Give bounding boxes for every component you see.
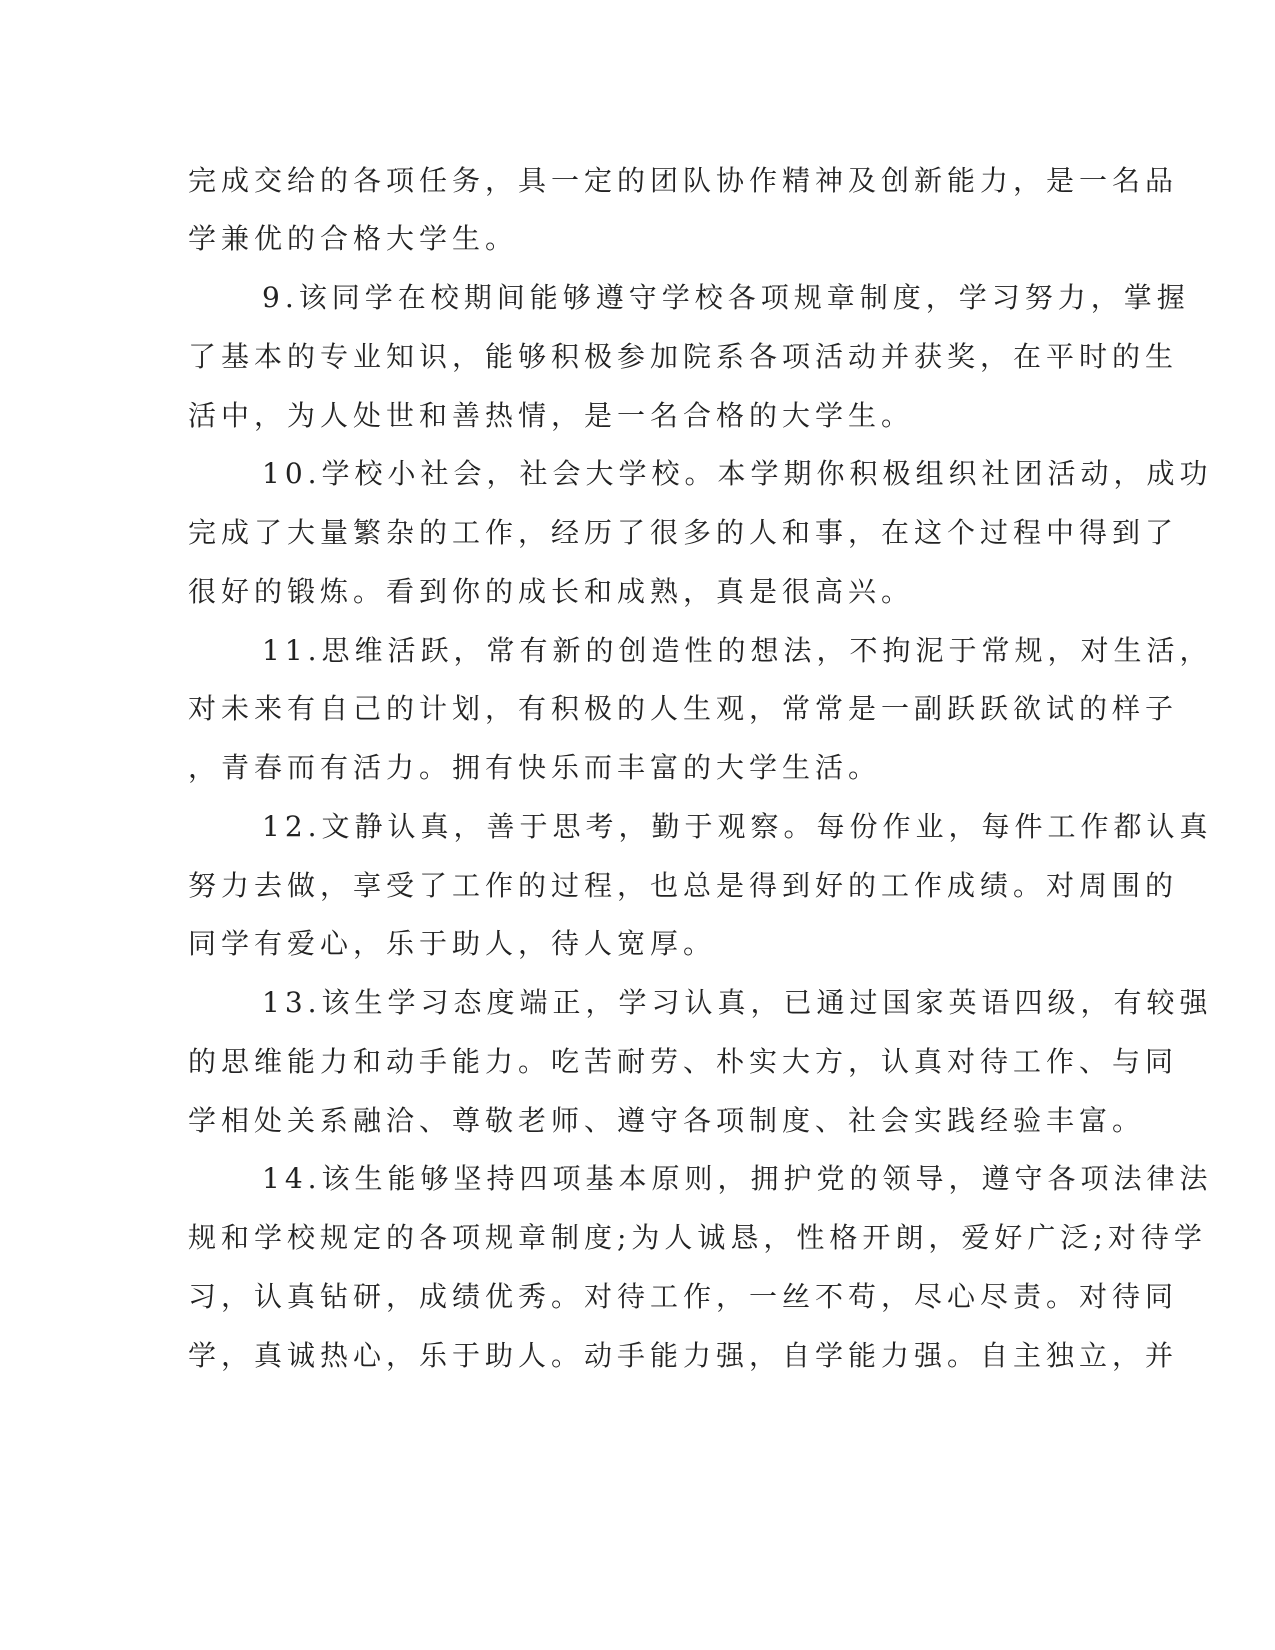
text-line: 努力去做，享受了工作的过程，也总是得到好的工作成绩。对周围的 — [188, 869, 1179, 902]
text-line: 活中，为人处世和善热情，是一名合格的大学生。 — [188, 399, 915, 432]
text-line: 完成了大量繁杂的工作，经历了很多的人和事，在这个过程中得到了 — [188, 516, 1179, 549]
text-line: 习，认真钻研，成绩优秀。对待工作，一丝不苟，尽心尽责。对待同 — [188, 1280, 1179, 1313]
paragraph-start-11: 11.思维活跃，常有新的创造性的想法，不拘泥于常规，对生活， — [262, 634, 1213, 667]
text-line: 对未来有自己的计划，有积极的人生观，常常是一副跃跃欲试的样子 — [188, 692, 1179, 725]
paragraph-start-13: 13.该生学习态度端正，学习认真，已通过国家英语四级，有较强 — [262, 986, 1213, 1019]
text-line: 学兼优的合格大学生。 — [188, 222, 519, 255]
text-line: 学相处关系融洽、尊敬老师、遵守各项制度、社会实践经验丰富。 — [188, 1104, 1146, 1137]
text-line: 了基本的专业知识，能够积极参加院系各项活动并获奖，在平时的生 — [188, 340, 1179, 373]
text-line: ，青春而有活力。拥有快乐而丰富的大学生活。 — [188, 751, 882, 784]
text-line: 学，真诚热心，乐于助人。动手能力强，自学能力强。自主独立，并 — [188, 1339, 1179, 1372]
text-line: 规和学校规定的各项规章制度;为人诚恳，性格开朗，爱好广泛;对待学 — [188, 1221, 1207, 1254]
paragraph-start-9: 9.该同学在校期间能够遵守学校各项规章制度，学习努力，掌握 — [262, 281, 1190, 314]
paragraph-start-12: 12.文静认真，善于思考，勤于观察。每份作业，每件工作都认真 — [262, 810, 1213, 843]
text-line: 的思维能力和动手能力。吃苦耐劳、朴实大方，认真对待工作、与同 — [188, 1045, 1179, 1078]
text-line: 同学有爱心，乐于助人，待人宽厚。 — [188, 927, 717, 960]
paragraph-start-14: 14.该生能够坚持四项基本原则，拥护党的领导，遵守各项法律法 — [262, 1162, 1213, 1195]
text-line: 很好的锻炼。看到你的成长和成熟，真是很高兴。 — [188, 575, 915, 608]
paragraph-start-10: 10.学校小社会，社会大学校。本学期你积极组织社团活动，成功 — [262, 457, 1213, 490]
text-line: 完成交给的各项任务，具一定的团队协作精神及创新能力，是一名品 — [188, 164, 1179, 197]
